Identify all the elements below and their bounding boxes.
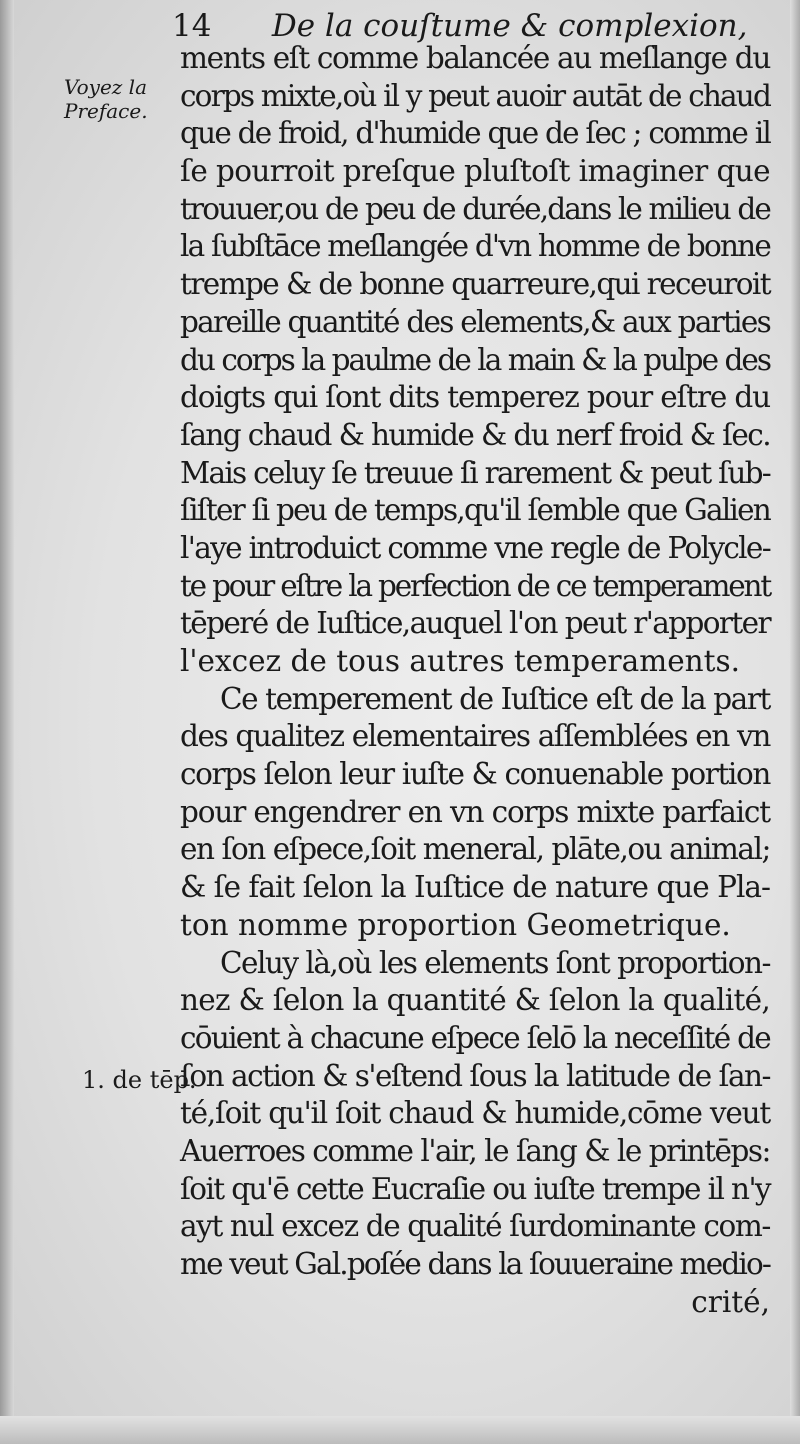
text-line: pareille quantité des elements,& aux parties xyxy=(180,304,770,339)
margin-note-line: Voyez la xyxy=(64,75,147,99)
text-line: cōuient à chacune eſpece ſelō la neceſſité de xyxy=(180,1020,770,1055)
text-line: la ſubſtāce meſlangée d'vn homme de bonne xyxy=(180,229,770,264)
text-line: ſoit qu'ē cette Eucraſie ou iuſte trempe il n'y xyxy=(180,1171,770,1206)
text-line: pour engendrer en vn corps mixte parfaict xyxy=(180,794,770,829)
text-line: Mais celuy ſe treuue ſi rarement & peut ſub- xyxy=(180,455,770,490)
page-edge-left xyxy=(0,0,14,1444)
text-line: té,ſoit qu'il ſoit chaud & humide,cōme veut xyxy=(180,1096,770,1131)
margin-note-line: Preface. xyxy=(64,99,148,123)
margin-note-temperament: 1. de tēp. xyxy=(82,1066,197,1094)
text-line: doigts qui ſont dits temperez pour eſtre du xyxy=(180,380,770,415)
page-edge-bottom xyxy=(0,1416,800,1444)
text-line: du corps la paulme de la main & la pulpe des xyxy=(180,342,770,377)
text-line: des qualitez elementaires aſſemblées en vn xyxy=(180,719,770,754)
text-line: ſang chaud & humide & du nerf froid & ſec. xyxy=(180,417,770,452)
text-line: corps mixte,où il y peut auoir autāt de chaud xyxy=(180,78,770,113)
text-line: trempe & de bonne quarreure,qui receuroit xyxy=(180,267,770,302)
text-line: Auerroes comme l'air, le ſang & le printēps: xyxy=(180,1133,770,1168)
text-line: trouuer,ou de peu de durée,dans le milieu de xyxy=(180,191,770,226)
body-text xyxy=(180,40,770,1321)
text-line: ſe pourroit preſque pluſtoſt imaginer que xyxy=(180,154,770,189)
text-line: en ſon eſpece,ſoit meneral, plāte,ou animal; xyxy=(180,832,770,867)
margin-note-preface xyxy=(64,75,148,123)
text-line: te pour eſtre la perfection de ce temperament xyxy=(180,568,771,603)
paragraph-start-line: Celuy là,où les elements ſont proportion- xyxy=(220,945,770,980)
text-line: l'excez de tous autres temperaments. xyxy=(180,644,741,678)
text-line: ments eſt comme balancée au meſlange du xyxy=(180,41,770,75)
text-line: & ſe fait ſelon la Iuſtice de nature que Pla- xyxy=(180,870,770,905)
text-line: ayt nul excez de qualité ſurdominante com- xyxy=(180,1209,770,1244)
text-line: ſon action & s'eſtend ſous la latitude de ſan- xyxy=(180,1058,770,1093)
text-line: tēperé de Iuſtice,auquel l'on peut r'apporter xyxy=(180,606,770,641)
text-line: ton nomme proportion Geometrique. xyxy=(180,907,731,942)
running-title: De la couſtume & complexion, xyxy=(271,8,748,44)
page-number: 14 xyxy=(172,8,212,44)
page-edge-right xyxy=(790,0,800,1444)
text-line-catchword: crité, xyxy=(691,1284,770,1319)
text-line: nez & ſelon la quantité & ſelon la qualité, xyxy=(180,983,770,1018)
paragraph-start-line: Ce temperement de Iuſtice eſt de la part xyxy=(220,681,770,716)
text-line: l'aye introduict comme vne regle de Polycle- xyxy=(180,530,771,565)
text-line: ſiſter ſi peu de temps,qu'il ſemble que Galien xyxy=(180,493,770,528)
text-line: me veut Gal.poſée dans la ſouueraine medio- xyxy=(180,1247,770,1281)
text-line: corps ſelon leur iuſte & conuenable portion xyxy=(180,757,770,792)
text-line: que de froid, d'humide que de ſec ; comme il xyxy=(180,116,770,151)
